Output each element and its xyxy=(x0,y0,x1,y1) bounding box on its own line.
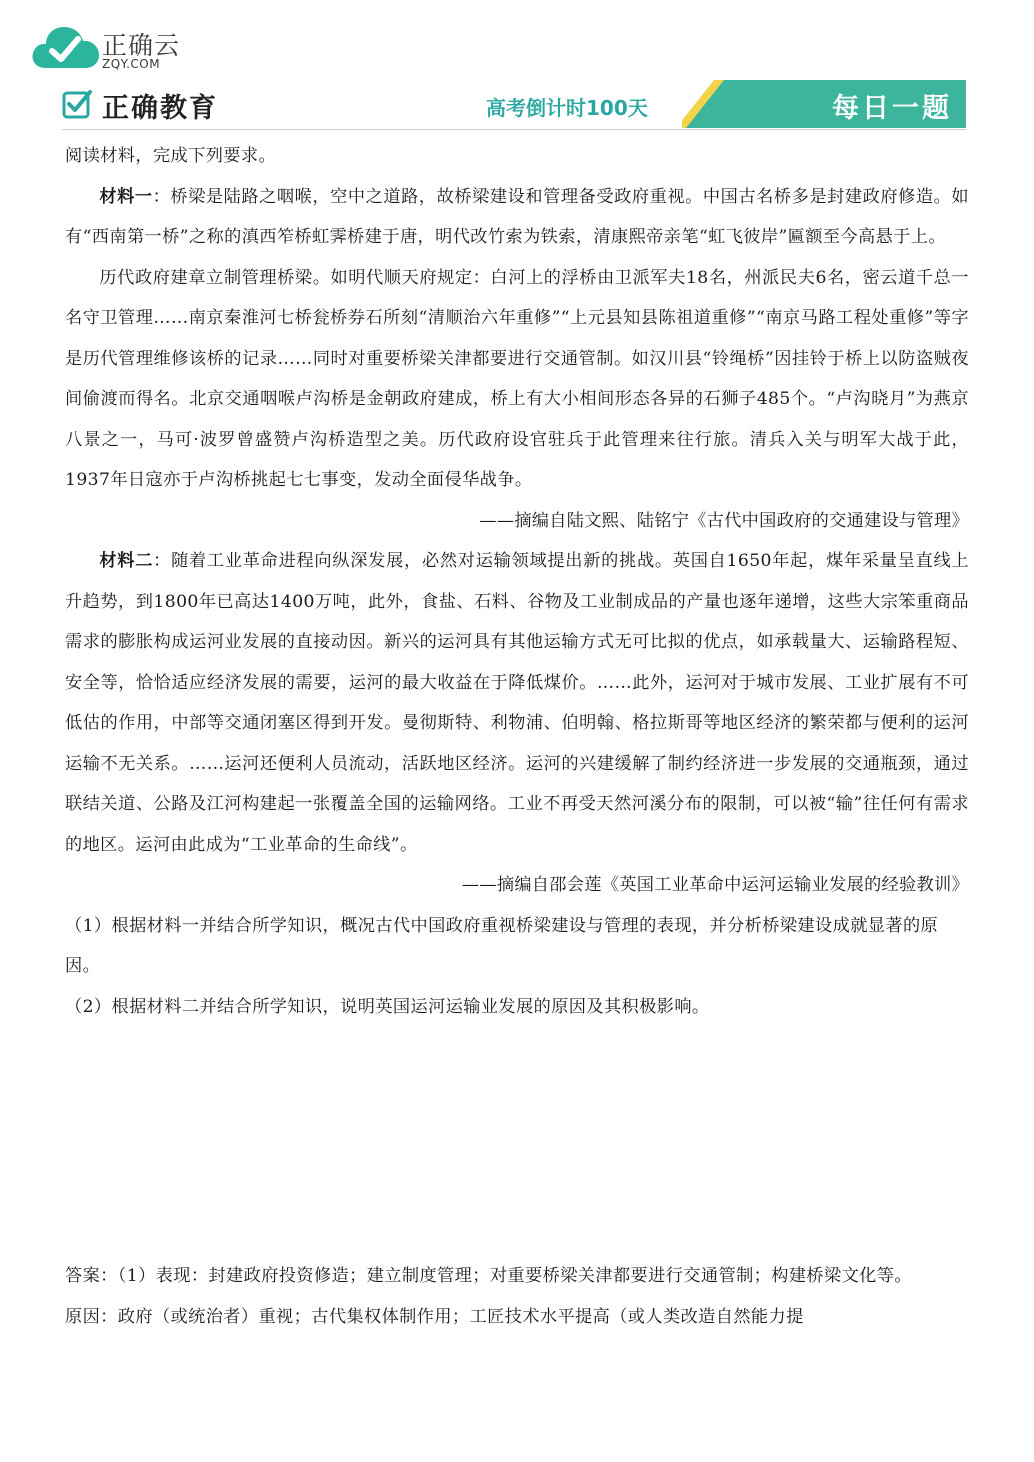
material2-source: ——摘编自邵会莲《英国工业革命中运河运输业发展的经验教训》 xyxy=(461,875,969,895)
material2-para1 xyxy=(65,541,969,865)
answer-section xyxy=(65,1256,969,1337)
header-band xyxy=(62,80,966,130)
brand-domain: ZQY.COM xyxy=(102,57,161,71)
question-content xyxy=(65,136,969,1027)
material2-label: 材料二 xyxy=(99,551,154,571)
header-divider xyxy=(62,129,966,130)
countdown-label: 高考倒计时100天 xyxy=(486,96,648,120)
material1-para1 xyxy=(65,177,969,258)
question-2: （2）根据材料二并结合所学知识，说明英国运河运输业发展的原因及其积极影响。 xyxy=(65,996,710,1017)
checkbox-check-icon xyxy=(62,89,92,119)
cloud-check-icon xyxy=(30,22,102,74)
answer-line-2: 原因：政府（或统治者）重视；古代集权体制作用；工匠技术水平提高（或人类改造自然能力提 xyxy=(65,1306,804,1327)
material2-text: ：随着工业革命进程向纵深发展，必然对运输领域提出新的挑战。英国自1650年起，煤年采量呈直线上升趋势，到1800年已高达1400万吨，此外，食盐、石料、谷物及工业制成品的产量也逐年递增，这些大宗笨重商品需求的膨胀构成运河业发展的直接动因。新兴的运河具有其他运输方式无可比拟的优点，如承载量大、运输路程短、安全等，恰恰适应经济发展的需要，运河的最大收益在于降低煤价。……此外，运河对于城市发展、工业扩展有不可低估的作用，中部等交通闭塞区得到开发。曼彻斯特、利物浦、伯明翰、格拉斯哥等地区经济的繁荣都与便利的运河运输不无关系。……运河还便利人员流动，活跃地区经济。运河的兴建缓解了制约经济进一步发展的交通瓶颈，通过联结关道、公路及江河构建起一张覆盖全国的运输网络。工业不再受天然河溪分布的限制，可以被“输”往任何有需求的地区。运河由此成为“工业革命的生命线”。 xyxy=(65,551,970,855)
answer-line-1: 答案：（1）表现：封建政府投资修造；建立制度管理；对重要桥梁关津都要进行交通管制；构建桥梁文化等。 xyxy=(65,1266,912,1286)
header-title: 正确教育 xyxy=(102,93,218,124)
daily-question-badge: 每日一题 xyxy=(832,93,952,124)
material1-para2: 历代政府建章立制管理桥梁。如明代顺天府规定：白河上的浮桥由卫派军夫18名，州派民夫6名，密云道千总一名守卫管理……南京秦淮河七桥瓮桥券石所刻“清顺治六年重修”“上元县知县陈祖道重修”“南京马路工程处重修”等字是历代管理维修该桥的记录……同时对重要桥梁关津都要进行交通管制。如汉川县“铃绳桥”因挂铃于桥上以防盗贼夜间偷渡而得名。北京交通咽喉卢沟桥是金朝政府建成，桥上有大小相间形态各异的石狮子485个。“卢沟晓月”为燕京八景之一，马可·波罗曾盛赞卢沟桥造型之美。历代政府设官驻兵于此管理来往行旅。清兵入关与明军大战于此，1937年日寇亦于卢沟桥挑起七七事变，发动全面侵华战争。 xyxy=(65,267,969,490)
question-1: （1）根据材料一并结合所学知识，概况古代中国政府重视桥梁建设与管理的表现，并分析桥梁建设成就显著的原因。 xyxy=(65,915,939,976)
brand-logo xyxy=(30,22,190,78)
brand-name: 正确云 xyxy=(102,31,181,60)
material1-source: ——摘编自陆文熙、陆铭宁《古代中国政府的交通建设与管理》 xyxy=(479,510,969,531)
material1-label: 材料一 xyxy=(99,186,153,207)
intro-text: 阅读材料，完成下列要求。 xyxy=(65,146,277,166)
material1-text: ：桥梁是陆路之咽喉，空中之道路，故桥梁建设和管理备受政府重视。中国古名桥多是封建政府修造。如有“西南第一桥”之称的滇西笮桥虹霁桥建于唐，明代改竹索为铁索，清康熙帝亲笔“虹飞彼岸”匾额至今高悬于上。 xyxy=(65,186,970,247)
